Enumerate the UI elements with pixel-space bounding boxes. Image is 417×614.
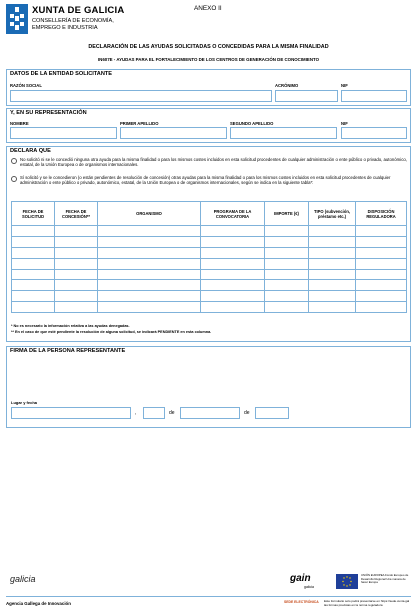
table-cell[interactable] <box>55 258 98 269</box>
acronimo-label: ACRÓNIMO <box>275 83 299 88</box>
table-cell[interactable] <box>12 247 55 258</box>
table-cell[interactable] <box>98 247 201 258</box>
radio-yes-aid[interactable] <box>11 176 17 182</box>
sede-text: Este formulario solo podrá presentarse en https://sede.xunta.gal las formas previstas en la norma reguladora <box>324 599 410 607</box>
document-subtitle: IN607E - AYUDAS PARA EL FORTALECIMIENTO DE LOS CENTROS DE GENERACIÓN DE CONOCIMIENTO <box>97 57 320 62</box>
section-title: FIRMA DE LA PERSONA REPRESENTANTE <box>10 348 126 354</box>
de-separator-2: de <box>244 410 250 416</box>
annex-label: ANEXO II <box>194 5 222 12</box>
eu-text: UNIÓN EUROPEA Fondo Europeo de Desarrollo Regional Una manera de hacer Europa <box>361 573 409 585</box>
table-cell[interactable] <box>309 247 356 258</box>
gain-logo-sub: galicia <box>304 585 314 589</box>
table-cell[interactable] <box>201 258 265 269</box>
table-row <box>12 280 407 291</box>
table-cell[interactable] <box>98 302 201 313</box>
table-cell[interactable] <box>356 280 407 291</box>
table-cell[interactable] <box>265 226 309 237</box>
table-cell[interactable] <box>265 236 309 247</box>
entity-nif-field[interactable] <box>341 90 407 102</box>
comma-separator: , <box>135 410 137 416</box>
col-programa: PROGRAMA DE LA CONVOCATORIA <box>201 202 265 226</box>
table-cell[interactable] <box>356 291 407 302</box>
section-title: DATOS DE LA ENTIDAD SOLICITANTE <box>10 71 113 77</box>
col-fecha-solicitud: FECHA DE SOLICITUD <box>12 202 55 226</box>
aid-table <box>11 201 407 313</box>
document-title: DECLARACIÓN DE LAS AYUDAS SOLICITADAS O CONCEDIDAS PARA LA MISMA FINALIDAD <box>88 44 329 50</box>
signature-section <box>6 346 411 428</box>
table-cell[interactable] <box>98 291 201 302</box>
option-no-aid-text: No solicitó ni se le concedió ninguna otra ayuda para la misma finalidad o para los mismos costes incluidos en esta solicitud procedentes de cualquier administración o ente público o privado, autonómico, estatal, de la Unión Europea o de organismos internacionales. <box>20 157 407 168</box>
table-cell[interactable] <box>309 258 356 269</box>
option-yes-aid-text: Sí solicitó y se le concedieron (o están pendientes de resolución de concesión) otras ayudas para la misma finalidad o para los mismos costes incluidos en esta solicitud procedentes de cualquier administración o ente público o privado, autonómico, estatal, de la Unión Europea o de organismos internacionales, según se indica en la siguiente tabla*: <box>20 175 391 186</box>
table-cell[interactable] <box>55 269 98 280</box>
table-row <box>12 226 407 237</box>
page-header <box>6 4 411 42</box>
table-cell[interactable] <box>356 226 407 237</box>
table-cell[interactable] <box>265 258 309 269</box>
table-row <box>12 302 407 313</box>
table-cell[interactable] <box>55 280 98 291</box>
segundo-apellido-field[interactable] <box>230 127 337 139</box>
segundo-apellido-label: SEGUNDO APELLIDO <box>230 121 274 126</box>
table-cell[interactable] <box>356 236 407 247</box>
table-cell[interactable] <box>98 226 201 237</box>
table-cell[interactable] <box>55 226 98 237</box>
entity-section <box>6 69 411 106</box>
table-cell[interactable] <box>309 291 356 302</box>
razon-social-field[interactable] <box>10 90 272 102</box>
table-cell[interactable] <box>265 302 309 313</box>
table-cell[interactable] <box>55 302 98 313</box>
table-row <box>12 269 407 280</box>
nif-label: NIF <box>341 83 348 88</box>
section-title: DECLARA QUE <box>10 148 51 154</box>
table-cell[interactable] <box>12 302 55 313</box>
de-separator-1: de <box>169 410 175 416</box>
table-cell[interactable] <box>356 247 407 258</box>
table-cell[interactable] <box>98 269 201 280</box>
col-organismo: ORGANISMO <box>98 202 201 226</box>
table-cell[interactable] <box>309 280 356 291</box>
xunta-logo-icon <box>6 4 28 34</box>
table-row <box>12 291 407 302</box>
table-cell[interactable] <box>12 291 55 302</box>
place-date-label: Lugar y fecha <box>11 400 38 405</box>
table-cell[interactable] <box>309 226 356 237</box>
month-field[interactable] <box>180 407 240 419</box>
year-field[interactable] <box>255 407 289 419</box>
org-department-line2: EMPREGO E INDUSTRIA <box>32 25 98 31</box>
table-cell[interactable] <box>201 236 265 247</box>
table-cell[interactable] <box>98 258 201 269</box>
table-cell[interactable] <box>201 280 265 291</box>
table-cell[interactable] <box>265 280 309 291</box>
table-cell[interactable] <box>55 247 98 258</box>
place-field[interactable] <box>11 407 131 419</box>
table-cell[interactable] <box>55 236 98 247</box>
table-cell[interactable] <box>12 258 55 269</box>
org-name: XUNTA DE GALICIA <box>32 5 125 16</box>
nombre-field[interactable] <box>10 127 117 139</box>
primer-apellido-label: PRIMER APELLIDO <box>120 121 159 126</box>
col-tipo: TIPO (subvención, préstamo etc.) <box>309 202 356 226</box>
table-cell[interactable] <box>12 226 55 237</box>
radio-no-aid[interactable] <box>11 158 17 164</box>
table-cell[interactable] <box>201 269 265 280</box>
note-pending: ** En el caso de que esté pendiente la resolución de alguna solicitud, se indicará PENDIENTE en esta columna. <box>11 330 212 334</box>
table-cell[interactable] <box>201 247 265 258</box>
table-cell[interactable] <box>309 302 356 313</box>
col-importe: IMPORTE (€) <box>265 202 309 226</box>
table-header-row <box>12 202 407 226</box>
table-cell[interactable] <box>309 236 356 247</box>
option-no-aid[interactable] <box>11 157 407 168</box>
representative-section <box>6 108 411 143</box>
table-cell[interactable] <box>309 269 356 280</box>
table-cell[interactable] <box>98 280 201 291</box>
table-row <box>12 258 407 269</box>
col-disposicion: DISPOSICIÓN REGULADORA <box>356 202 407 226</box>
table-cell[interactable] <box>201 226 265 237</box>
day-field[interactable] <box>143 407 165 419</box>
declaration-section <box>6 146 411 342</box>
galicia-logo: galicia <box>10 574 36 584</box>
table-cell[interactable] <box>356 269 407 280</box>
table-cell[interactable] <box>12 280 55 291</box>
table-cell[interactable] <box>201 302 265 313</box>
table-cell[interactable] <box>12 236 55 247</box>
option-yes-aid[interactable] <box>11 175 407 186</box>
table-cell[interactable] <box>201 291 265 302</box>
nombre-label: NOMBRE <box>10 121 29 126</box>
table-row <box>12 247 407 258</box>
sede-electronica-label: SEDE ELECTRÓNICA <box>284 600 319 604</box>
section-title: Y, EN SU REPRESENTACIÓN <box>10 110 87 116</box>
agency-name: Agencia Gallega de Innovación <box>6 601 71 606</box>
table-cell[interactable] <box>265 291 309 302</box>
eu-flag-icon <box>336 574 358 589</box>
col-fecha-concesion: FECHA DE CONCESIÓN** <box>55 202 98 226</box>
table-cell[interactable] <box>265 247 309 258</box>
razon-social-label: RAZÓN SOCIAL <box>10 83 42 88</box>
table-cell[interactable] <box>55 291 98 302</box>
rep-nif-label: NIF <box>341 121 348 126</box>
note-denied: * No es necesario la información relativa a las ayudas denegadas. <box>11 324 130 328</box>
table-cell[interactable] <box>265 269 309 280</box>
primer-apellido-field[interactable] <box>120 127 227 139</box>
rep-nif-field[interactable] <box>341 127 407 139</box>
table-cell[interactable] <box>12 269 55 280</box>
table-cell[interactable] <box>98 236 201 247</box>
table-row <box>12 236 407 247</box>
table-cell[interactable] <box>356 302 407 313</box>
table-cell[interactable] <box>356 258 407 269</box>
org-department: CONSELLERÍA DE ECONOMÍA, <box>32 18 114 24</box>
acronimo-field[interactable] <box>275 90 338 102</box>
footer-divider <box>6 596 411 597</box>
gain-logo: gain <box>290 573 311 584</box>
